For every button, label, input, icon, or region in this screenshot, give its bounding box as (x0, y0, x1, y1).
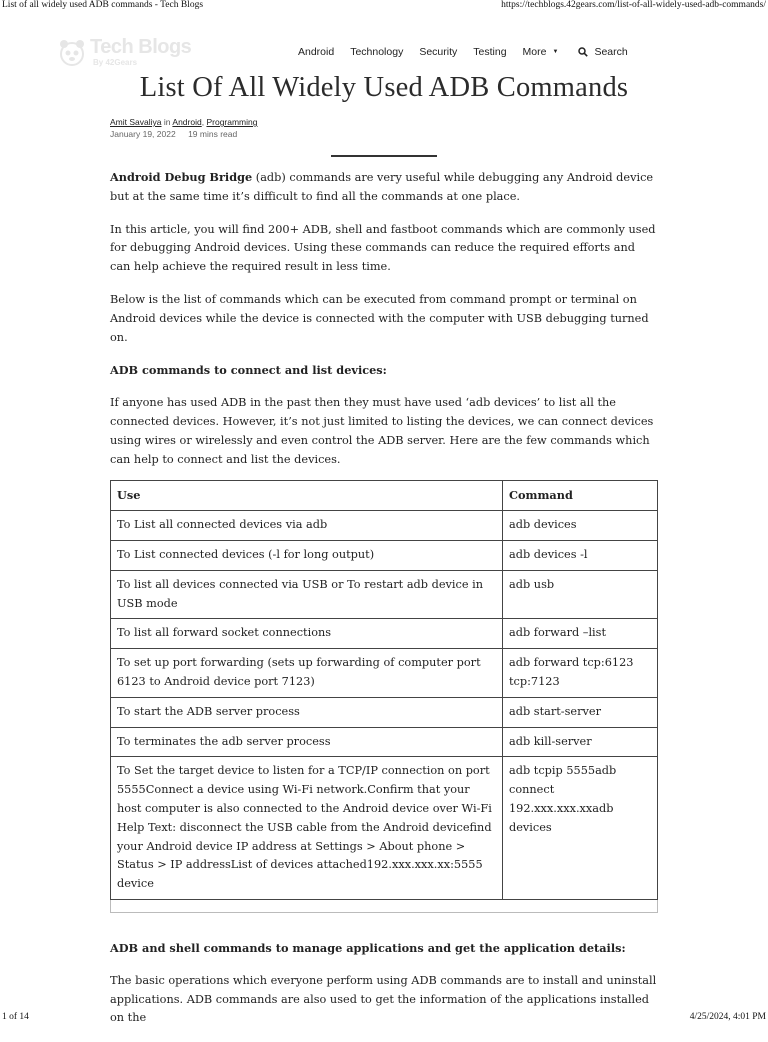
table-cell-command: adb devices -l (503, 540, 658, 570)
paragraph-4: If anyone has used ADB in the past then they must have used ‘adb devices’ to list all the connected devices. However, it’s not just limited to listing the devices, we can connect devices using wires or wirelessly and even control the ADB server. Here are the few commands which can help to connect and list the devices. (110, 396, 654, 466)
caret-down-icon: ▼ (552, 49, 559, 55)
nav-search-label: Search (594, 46, 628, 58)
title-divider (331, 155, 437, 157)
table-cell-command: adb tcpip 5555adb connect 192.xxx.xxx.xxadb devices (503, 757, 658, 900)
nav-search-button[interactable] (578, 46, 627, 58)
main-nav (298, 44, 644, 60)
publish-date: January 19, 2022 (110, 129, 176, 139)
table-row-empty (111, 899, 658, 912)
meta-comma: , (201, 117, 205, 127)
site-logo[interactable] (57, 38, 197, 68)
category-link-programming[interactable]: Programming (206, 117, 258, 127)
table-row (111, 570, 658, 619)
article-meta (110, 117, 258, 139)
table-cell-command: adb start-server (503, 697, 658, 727)
heading-manage-applications: ADB and shell commands to manage applications and get the application details: (110, 940, 626, 955)
table-cell-command: adb forward –list (503, 619, 658, 649)
paragraph-5: The basic operations which everyone perform using ADB commands are to install and uninstall applications. ADB commands are also used to get the information of the applications installed on the (110, 973, 657, 1025)
article-title: List Of All Widely Used ADB Commands (139, 72, 629, 103)
table-cell-use-line-1: To Set the target device to listen for a TCP/IP connection on port 5555Connect a device using Wi-Fi network.Confirm that your host computer is also connected to the Android device over Wi-Fi (117, 764, 492, 815)
print-page-number: 1 of 14 (2, 1012, 29, 1022)
table-cell-use: To terminates the adb server process (111, 727, 503, 757)
table-header-command: Command (503, 481, 658, 511)
print-datetime: 4/25/2024, 4:01 PM (689, 1012, 766, 1022)
print-header (0, 0, 768, 14)
table-row (111, 649, 658, 698)
author-link[interactable]: Amit Savaliya (110, 117, 162, 127)
table-cell-use: To List connected devices (-l for long output) (111, 540, 503, 570)
table-cell-empty (111, 899, 658, 912)
logo-tagline: By 42Gears (93, 58, 138, 67)
heading-connect-devices: ADB commands to connect and list devices: (110, 363, 387, 378)
paragraph-3: Below is the list of commands which can be executed from command prompt or terminal on Android devices while the device is connected with the computer with USB debugging turned on. (110, 292, 649, 344)
logo-name: Tech Blogs (90, 36, 192, 58)
table-row (111, 511, 658, 541)
nav-item-technology[interactable]: Technology (350, 46, 404, 58)
nav-more-dropdown[interactable] (523, 46, 559, 58)
adb-commands-table (110, 480, 658, 913)
logo-mascot-icon (57, 38, 87, 68)
table-row (111, 757, 658, 900)
table-cell-use: To List all connected devices via adb (111, 511, 503, 541)
intro-bold: Android Debug Bridge (110, 170, 253, 184)
print-url: https://techblogs.42gears.com/list-of-all-widely-used-adb-commands/ (501, 0, 766, 10)
article-body (110, 168, 658, 1042)
meta-in: in (163, 117, 171, 127)
nav-item-android[interactable]: Android (298, 46, 335, 58)
read-time: 19 mins read (188, 129, 238, 139)
intro-rest: (adb) commands are very useful while debugging any Android device but at the same time it’s difficult to find all the commands at one place. (110, 171, 654, 203)
table-cell-use: To set up port forwarding (sets up forwarding of computer port 6123 to Android device port 7123) (111, 649, 503, 698)
search-icon (578, 47, 588, 57)
table-cell-use: To list all forward socket connections (111, 619, 503, 649)
nav-item-security[interactable]: Security (419, 46, 458, 58)
table-cell-command: adb devices (503, 511, 658, 541)
intro-paragraph (110, 168, 658, 207)
print-page-title: List of all widely used ADB commands - Tech Blogs (2, 0, 204, 10)
table-row (111, 727, 658, 757)
paragraph-2: In this article, you will find 200+ ADB, shell and fastboot commands which are commonly used for debugging Android devices. Using these commands can reduce the required efforts and can help achieve the required result in less time. (110, 222, 656, 274)
table-cell-command: adb kill-server (503, 727, 658, 757)
table-cell-command: adb usb (503, 570, 658, 619)
table-cell-use: To start the ADB server process (111, 697, 503, 727)
nav-item-testing[interactable]: Testing (473, 46, 507, 58)
table-header-row (111, 481, 658, 511)
table-cell-use: To list all devices connected via USB or To restart adb device in USB mode (111, 570, 503, 619)
table-row (111, 697, 658, 727)
table-row (111, 540, 658, 570)
table-cell-command: adb forward tcp:6123 tcp:7123 (503, 649, 658, 698)
category-link-android[interactable]: Android (172, 117, 202, 127)
table-cell-use (111, 757, 503, 900)
table-header-use: Use (111, 481, 503, 511)
nav-more-label: More (522, 46, 547, 58)
table-cell-use-line-2: Help Text: disconnect the USB cable from the Android devicefind your Android device IP address at Settings > About phone > Status > IP addressList of devices attached192.xxx.xxx.xx:5555 device (117, 820, 492, 891)
table-row (111, 619, 658, 649)
